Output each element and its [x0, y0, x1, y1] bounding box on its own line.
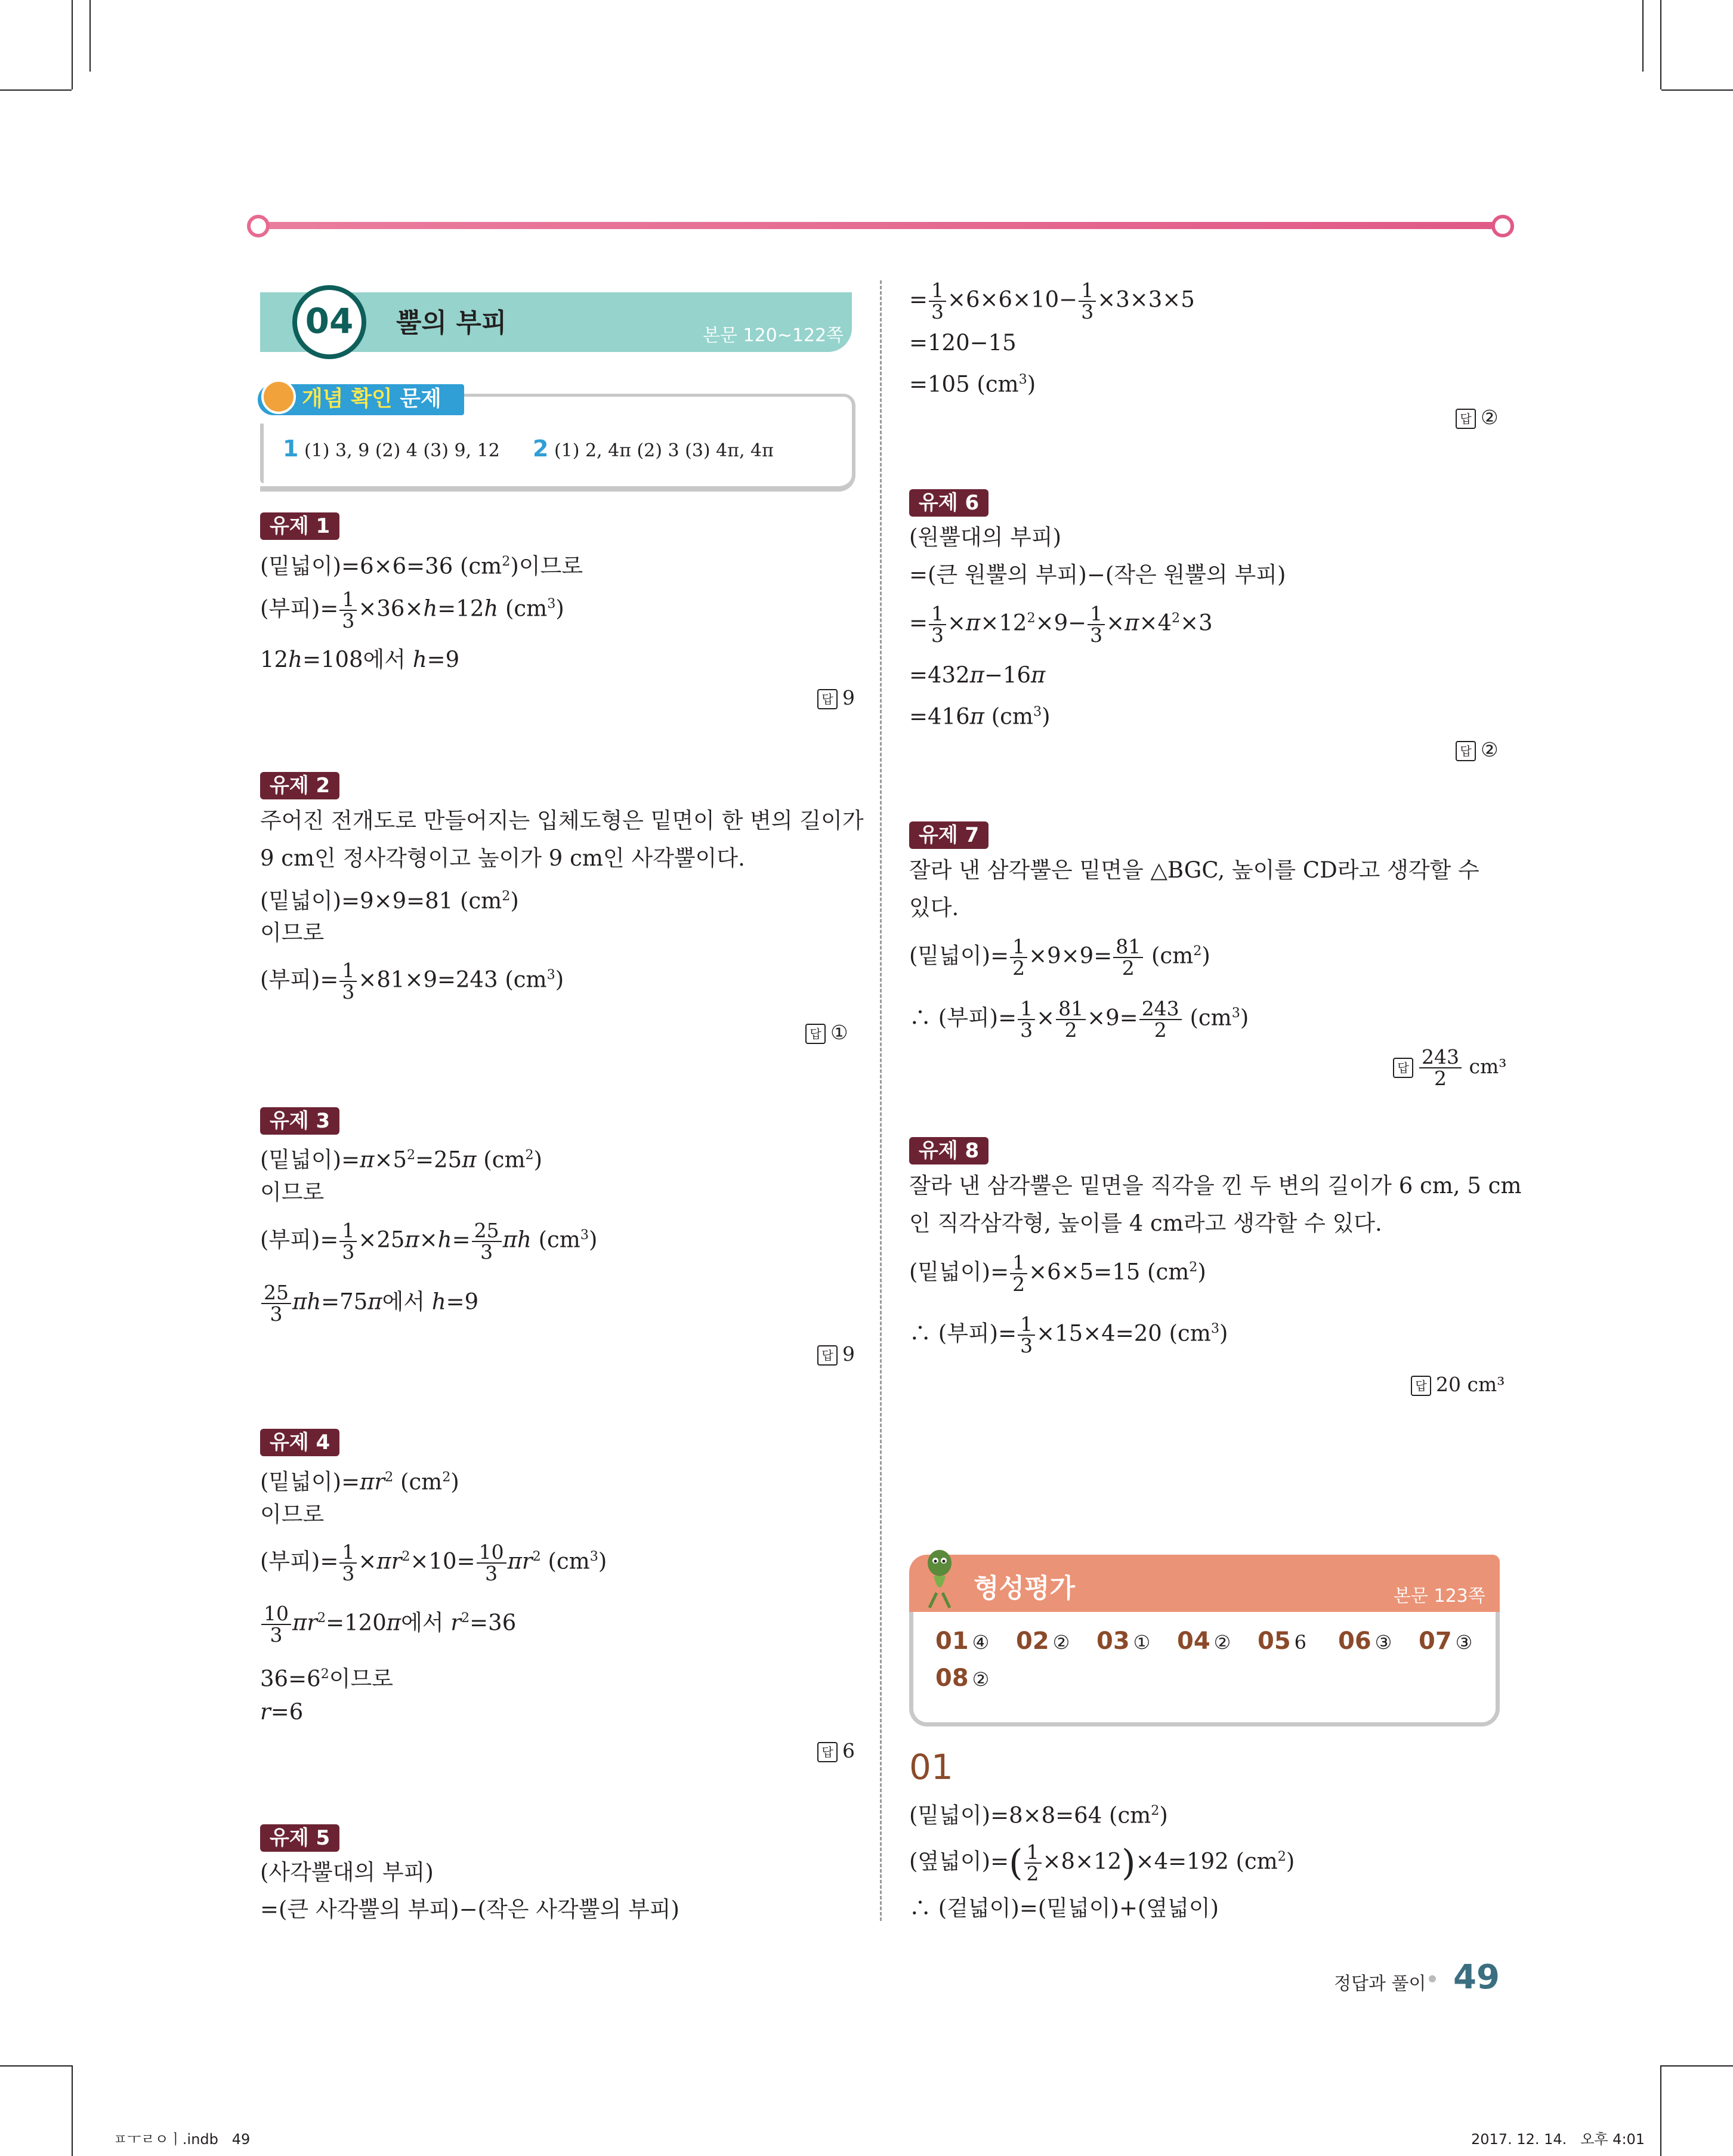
formative-answer-item — [1419, 1627, 1472, 1655]
equation: (밑넓이)=6×6=36 $(cm^2)$이므로 — [260, 553, 583, 579]
formative-answer-item — [1016, 1627, 1070, 1655]
equation: (밑넓이)= $\frac{1}{2}$ ×9×9= $\frac{81}{2}$ $(cm^2)$ — [909, 935, 1210, 980]
concept-answers: 1 (1) 3, 9 (2) 4 (3) 9, 12 2 (1) 2, 4π (2) 3 (3) 4π, 4π — [283, 435, 774, 462]
answer: 답 20 cm³ — [1411, 1373, 1505, 1397]
answer: 답 ② — [1456, 406, 1499, 430]
problem-label: 유제 3 — [260, 1107, 339, 1135]
answer: 답 9 — [817, 1342, 855, 1366]
problem-text: 잘라 낸 삼각뿔은 밑면을 △BGC, 높이를 CD라고 생각할 수 — [909, 857, 1479, 883]
answer-icon: 답 — [817, 689, 838, 709]
formative-answer-number: 08 — [935, 1664, 969, 1692]
formative-answer-number: 03 — [1096, 1627, 1130, 1655]
mascot-icon — [919, 1545, 960, 1611]
answer-icon: 답 — [817, 1345, 838, 1366]
crop-mark — [72, 2065, 73, 2156]
equation: r=6 — [260, 1699, 304, 1725]
formative-question-number: 01 — [909, 1747, 953, 1787]
answer: 답 ② — [1456, 738, 1499, 762]
equation: =105 $(cm^3)$ — [909, 371, 1036, 397]
formative-answer-item — [1177, 1627, 1231, 1655]
equation: 이므로 — [260, 1502, 325, 1527]
equation: 이므로 — [260, 1179, 325, 1205]
equation: = $\frac{1}{3}$ $\times\pi\times 12^2\times 9-$ $\frac{1}{3}$ $\times\pi\times 4^2\times 3$ — [909, 602, 1213, 647]
formative-ref: 본문 123쪽 — [1394, 1586, 1485, 1607]
problem-label: 유제 7 — [909, 821, 988, 849]
header-rule-end-right — [1491, 215, 1514, 237]
equation: ∴ (부피)= $\frac{1}{3}$ × $\frac{81}{2}$ ×9= $\frac{243}{2}$ $(cm^3)$ — [909, 997, 1249, 1042]
lightbulb-icon — [261, 379, 296, 414]
formative-answer-item — [1338, 1627, 1392, 1655]
answer: 답 6 — [817, 1739, 855, 1763]
section-title: 뿔의 부피 — [396, 308, 507, 338]
equation: (부피)= $\frac{1}{3}$ ×36×h=12h $(cm^3)$ — [260, 588, 564, 632]
file-info: ㅍㅜㄹㅇㅣ.indb 49 — [113, 2131, 251, 2148]
footer-dot — [1429, 1975, 1436, 1982]
formative-answer-value: ① — [1133, 1631, 1151, 1654]
equation: =120−15 — [909, 330, 1017, 356]
answer-icon: 답 — [817, 1742, 838, 1762]
equation: 이므로 — [260, 920, 325, 946]
section-ref: 본문 120~122쪽 — [703, 325, 844, 346]
equation: (옆넓이)=( $\frac{1}{2}$ ×8×12)×4=192 $(cm^2)$ — [909, 1840, 1295, 1885]
equation: (부피)= $\frac{1}{3}$ ×81×9=243 $(cm^3)$ — [260, 959, 564, 1003]
problem-text: =(큰 원뿔의 부피)−(작은 원뿔의 부피) — [909, 562, 1286, 588]
problem-text: (원뿔대의 부피) — [909, 524, 1062, 550]
problem-label: 유제 5 — [260, 1824, 339, 1852]
concept-label-text: 개념 확인 문제 — [302, 387, 441, 411]
formative-answer-item — [1096, 1627, 1150, 1655]
formative-answer-value: ④ — [972, 1631, 990, 1654]
footer-label: 정답과 풀이 — [1334, 1973, 1426, 1994]
formative-answer-number: 06 — [1338, 1627, 1371, 1655]
equation: (부피)= $\frac{1}{3}$ ×25π×h= $\frac{25}{3}$ πh $(cm^3)$ — [260, 1219, 598, 1264]
header-rule-end-left — [247, 215, 270, 237]
problem-text: 인 직각삼각형, 높이를 4 cm라고 생각할 수 있다. — [909, 1210, 1382, 1236]
equation: (밑넓이)= $\frac{1}{2}$ ×6×5=15 $(cm^2)$ — [909, 1251, 1206, 1296]
problem-text: (사각뿔대의 부피) — [260, 1860, 434, 1885]
equation: (밑넓이)=9×9=81 $(cm^2)$ — [260, 888, 519, 914]
problem-text: 9 cm인 정사각형이고 높이가 9 cm인 사각뿔이다. — [260, 845, 745, 871]
section-number: 04 — [292, 285, 366, 359]
formative-answer-value: ② — [972, 1668, 990, 1691]
problem-label: 유제 2 — [260, 772, 339, 799]
answer: 답 ① — [805, 1021, 848, 1045]
formative-answer-number: 02 — [1016, 1627, 1049, 1655]
crop-mark — [1661, 2065, 1733, 2067]
problem-text: 잘라 낸 삼각뿔은 밑면을 직각을 낀 두 변의 길이가 6 cm, 5 cm — [909, 1173, 1522, 1199]
formative-answer-number: 01 — [935, 1627, 969, 1655]
formative-answer-value: ② — [1213, 1631, 1231, 1654]
answer-icon: 답 — [805, 1024, 826, 1044]
equation: =416π $(cm^3)$ — [909, 703, 1051, 730]
equation: (밑넓이)$=\pi r^2$ $(cm^2)$ — [260, 1469, 459, 1495]
answer-icon: 답 — [1393, 1058, 1413, 1078]
crop-mark — [89, 0, 91, 72]
column-divider — [880, 280, 882, 1921]
crop-mark — [1660, 0, 1661, 89]
crop-mark — [72, 0, 73, 89]
formative-answer-value: ② — [1052, 1631, 1070, 1654]
equation: $36=6^2$이므로 — [260, 1666, 393, 1692]
formative-title: 형성평가 — [974, 1573, 1076, 1604]
answer-icon: 답 — [1456, 741, 1476, 761]
equation: ∴ (겉넓이)=(밑넓이)+(옆넓이) — [909, 1895, 1219, 1921]
concept-box-left — [260, 424, 264, 483]
print-date: 2017. 12. 14. 오후 4:01 — [1471, 2131, 1645, 2148]
crop-mark — [0, 89, 72, 91]
crop-mark — [0, 2065, 72, 2067]
problem-text: 주어진 전개도로 만들어지는 입체도형은 밑면이 한 변의 길이가 — [260, 808, 864, 833]
formative-answer-item — [935, 1627, 989, 1655]
equation: = $\frac{1}{3}$ ×6×6×10− $\frac{1}{3}$ ×3×3×5 — [909, 279, 1195, 323]
equation: =432π−16π — [909, 662, 1046, 688]
crop-mark — [1660, 2065, 1661, 2156]
problem-text: 있다. — [909, 895, 959, 921]
answer-icon: 답 — [1456, 409, 1476, 429]
equation: $\frac{25}{3}$ πh=75π에서 h=9 — [260, 1283, 478, 1324]
formative-answer-number: 05 — [1258, 1627, 1291, 1655]
formative-answer-value: ③ — [1455, 1631, 1473, 1654]
header-rule — [258, 222, 1502, 229]
problem-label: 유제 4 — [260, 1429, 339, 1456]
problem-label: 유제 8 — [909, 1137, 988, 1165]
equation: (밑넓이)$=\pi\times 5^2=25\pi$ $(cm^2)$ — [260, 1147, 543, 1173]
formative-answer-number: 07 — [1419, 1627, 1452, 1655]
problem-label: 유제 6 — [909, 489, 988, 517]
problem-text: =(큰 사각뿔의 부피)−(작은 사각뿔의 부피) — [260, 1896, 679, 1922]
equation: $\frac{10}{3}$ $\pi r^2=120\pi$에서 $r^2=36$ — [260, 1604, 516, 1645]
answer: 답 9 — [817, 686, 855, 710]
formative-answer-number: 04 — [1177, 1627, 1210, 1655]
crop-mark — [1661, 89, 1733, 91]
answer: 답 $\frac{243}{2}$ cm³ — [1393, 1047, 1507, 1089]
answer-icon: 답 — [1411, 1376, 1431, 1396]
formative-answer-value: 6 — [1294, 1631, 1307, 1654]
equation: ∴ (부피)= $\frac{1}{3}$ ×15×4=20 $(cm^3)$ — [909, 1312, 1228, 1357]
equation: 12h=108에서 h=9 — [260, 647, 460, 672]
page-number: 49 — [1453, 1958, 1500, 1997]
crop-mark — [1642, 0, 1644, 72]
formative-answer-value: ③ — [1374, 1631, 1392, 1654]
problem-label: 유제 1 — [260, 512, 339, 540]
equation: (부피)= $\frac{1}{3}$ $\times\pi r^2\times 10=$ $\frac{10}{3}$ $\pi r^2$ $(cm^3)$ — [260, 1540, 607, 1585]
formative-answer-item — [1258, 1627, 1306, 1655]
formative-answer-item — [935, 1664, 989, 1692]
equation: (밑넓이)=8×8=64 $(cm^2)$ — [909, 1802, 1168, 1828]
